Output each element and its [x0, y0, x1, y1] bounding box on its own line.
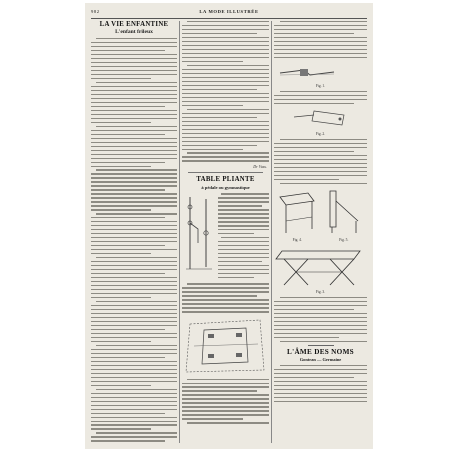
text-line [91, 317, 177, 318]
text-line [274, 163, 367, 164]
text-line [274, 57, 367, 58]
text-line [280, 183, 367, 184]
text-line [91, 417, 177, 418]
text-line [91, 90, 177, 91]
text-line [274, 305, 367, 306]
text-line [91, 193, 177, 194]
text-line [91, 70, 177, 71]
text-line [91, 436, 177, 437]
text-line [91, 58, 177, 59]
text-line [182, 402, 269, 403]
text-line [91, 297, 151, 298]
text-line [218, 225, 269, 226]
article-signature: Dr Vuss. [253, 164, 267, 170]
text-line [182, 390, 257, 391]
text-line [91, 173, 177, 174]
text-line [91, 401, 177, 402]
text-line [274, 389, 367, 390]
text-line [96, 38, 177, 39]
text-line [218, 277, 254, 278]
text-line [91, 181, 177, 182]
text-line [182, 295, 257, 296]
text-line [182, 69, 269, 70]
text-line [182, 85, 269, 86]
article-body-text [274, 91, 367, 104]
text-line [187, 152, 269, 153]
text-line [91, 413, 165, 414]
article-subtitle-table-pliante: à pédale ou gymnastique [201, 185, 250, 191]
text-line [274, 151, 354, 152]
text-line [182, 303, 269, 304]
text-line [182, 418, 243, 419]
text-line [182, 73, 269, 74]
figure-block-1 [182, 193, 269, 283]
text-line [218, 257, 269, 258]
text-line [96, 432, 177, 433]
text-line [274, 309, 354, 310]
text-line [218, 233, 254, 234]
text-line [274, 37, 367, 38]
article-body-text [274, 297, 367, 342]
text-line [91, 46, 177, 47]
text-line [91, 233, 177, 234]
text-line [182, 41, 269, 42]
text-line [274, 381, 367, 382]
text-line [91, 225, 177, 226]
text-line [280, 91, 367, 92]
text-line [91, 177, 177, 178]
text-line [96, 389, 177, 390]
text-line [274, 369, 367, 370]
column-separator [179, 21, 180, 443]
text-line [91, 405, 177, 406]
text-line [91, 349, 177, 350]
text-line [91, 365, 177, 366]
text-line [182, 160, 269, 161]
text-line [91, 321, 177, 322]
text-line [182, 156, 269, 157]
text-line [218, 205, 262, 206]
text-line [182, 29, 269, 30]
text-line [182, 311, 269, 312]
article-divider [308, 345, 334, 346]
text-line [182, 137, 269, 138]
text-line [221, 193, 269, 194]
folded-table-figure-image [274, 187, 367, 237]
text-line [91, 337, 177, 338]
text-line [91, 261, 177, 262]
text-line [182, 101, 269, 102]
text-line [91, 118, 177, 119]
text-line [96, 213, 177, 214]
text-line [91, 162, 165, 163]
text-line [91, 114, 177, 115]
text-line [91, 309, 177, 310]
text-line [91, 249, 177, 250]
article-body-text [91, 38, 177, 443]
text-line [91, 201, 177, 202]
text-line [218, 261, 262, 262]
text-line [218, 201, 269, 202]
article-title-table-pliante: TABLE PLIANTE [196, 176, 255, 184]
text-line [218, 229, 269, 230]
article-body-text [182, 283, 269, 312]
figure-caption: Fig. 1. [315, 84, 326, 89]
text-line [274, 103, 354, 104]
text-line [182, 93, 269, 94]
text-line [91, 293, 177, 294]
text-line [182, 406, 269, 407]
text-line [221, 237, 269, 238]
text-line [91, 94, 177, 95]
text-line [182, 394, 269, 395]
text-line [182, 383, 269, 384]
text-line [182, 414, 269, 415]
text-line [91, 421, 177, 422]
figure-block-2 [182, 316, 269, 376]
text-line [182, 307, 269, 308]
text-line [91, 98, 177, 99]
text-line [91, 325, 177, 326]
text-line [91, 130, 177, 131]
text-line [91, 166, 151, 167]
text-line [91, 428, 151, 429]
text-line [274, 167, 367, 168]
text-line [182, 141, 269, 142]
text-line [91, 269, 177, 270]
text-line [182, 113, 269, 114]
text-line [96, 345, 177, 346]
text-line [182, 37, 269, 38]
figure-block-table-open [274, 245, 367, 294]
text-line [274, 171, 367, 172]
text-line [91, 50, 165, 51]
header-rule [91, 18, 367, 19]
text-line [91, 289, 177, 290]
text-line [182, 89, 257, 90]
text-line [274, 41, 367, 42]
text-line [91, 209, 151, 210]
text-line [182, 61, 243, 62]
text-line [274, 49, 367, 50]
text-line [91, 142, 177, 143]
text-line [91, 377, 177, 378]
text-line [218, 265, 269, 266]
text-line [274, 45, 367, 46]
text-line [96, 169, 177, 170]
text-line [96, 257, 177, 258]
text-line [274, 179, 339, 180]
text-line [274, 155, 367, 156]
text-line [274, 147, 367, 148]
text-line [182, 149, 243, 150]
text-line [91, 241, 177, 242]
text-line [182, 398, 269, 399]
text-line [91, 385, 151, 386]
text-line [218, 269, 269, 270]
text-line [274, 33, 354, 34]
text-line [274, 317, 367, 318]
text-line [91, 189, 165, 190]
text-line [91, 237, 177, 238]
text-line [274, 337, 339, 338]
text-line [274, 325, 367, 326]
text-line [91, 281, 177, 282]
text-line [187, 422, 269, 423]
text-line [280, 341, 367, 342]
text-line [218, 213, 269, 214]
text-line [91, 373, 177, 374]
text-line [91, 102, 177, 103]
text-line [182, 145, 257, 146]
text-line [274, 385, 367, 386]
text-line [218, 249, 269, 250]
text-line [280, 139, 367, 140]
text-line [274, 313, 367, 314]
figure-block-hinge [274, 61, 367, 88]
text-line [182, 57, 269, 58]
publication-title: LA MODE ILLUSTRÉE [199, 9, 259, 14]
article-body-text [182, 379, 269, 424]
text-line [274, 53, 367, 54]
text-line [218, 253, 269, 254]
text-line [91, 197, 177, 198]
article-divider [188, 172, 263, 173]
text-line [274, 159, 367, 160]
figure-caption: Fig. 2. [315, 132, 326, 137]
text-line [91, 369, 177, 370]
text-line [280, 21, 367, 22]
text-line [91, 357, 165, 358]
text-line [274, 401, 367, 402]
text-line [182, 45, 269, 46]
text-line [182, 386, 269, 387]
figure-legs [182, 193, 216, 278]
text-line [91, 329, 165, 330]
table-top-figure-image [182, 316, 269, 376]
text-line [182, 291, 269, 292]
text-line [91, 158, 177, 159]
text-line [274, 95, 367, 96]
text-line [182, 117, 257, 118]
figure-captions-row [274, 237, 367, 242]
text-line [91, 150, 177, 151]
text-line [91, 333, 177, 334]
text-line [274, 397, 367, 398]
right-column [274, 21, 367, 443]
figure-block-folded-tables [274, 187, 367, 242]
article-body-text [274, 139, 367, 184]
text-line [91, 42, 177, 43]
text-line [91, 409, 177, 410]
text-line [91, 185, 177, 186]
text-line [91, 253, 151, 254]
article-body-text [274, 365, 367, 402]
wall-plate-figure-image [274, 107, 367, 131]
article-subtitle-ame-des-noms: Gontran — Germaine [299, 357, 342, 363]
text-line [218, 273, 269, 274]
text-line [274, 143, 367, 144]
text-line [96, 126, 177, 127]
text-line [274, 25, 367, 26]
hinge-figure-image [274, 61, 367, 83]
column-separator [271, 21, 272, 443]
text-line [91, 154, 177, 155]
text-line [91, 440, 165, 441]
page-header [91, 9, 367, 17]
text-line [91, 397, 177, 398]
text-line [274, 321, 367, 322]
text-line [182, 77, 269, 78]
text-line [182, 97, 269, 98]
article-subtitle-vie-enfantine: L'enfant frileux [115, 29, 153, 35]
text-line [187, 109, 269, 110]
text-line [280, 365, 367, 366]
figure-caption: Fig. 4. [292, 238, 302, 243]
text-line [182, 121, 269, 122]
text-line [182, 105, 243, 106]
text-line [91, 393, 177, 394]
text-line [96, 82, 177, 83]
text-line [91, 424, 177, 425]
article-body-text [274, 21, 367, 58]
table-leg-figure-image [182, 193, 216, 273]
text-line [182, 49, 269, 50]
article-body-text [218, 193, 269, 281]
text-line [274, 99, 367, 100]
text-line [187, 283, 269, 284]
text-line [182, 299, 269, 300]
text-line [218, 197, 269, 198]
text-line [274, 373, 367, 374]
text-line [274, 333, 367, 334]
text-line [91, 66, 177, 67]
text-line [274, 393, 367, 394]
text-line [187, 65, 269, 66]
text-line [182, 25, 269, 26]
text-line [91, 54, 177, 55]
text-line [187, 379, 269, 380]
text-line [91, 361, 177, 362]
text-line [91, 305, 177, 306]
text-line [182, 125, 269, 126]
text-line [274, 29, 367, 30]
text-line [182, 133, 269, 134]
text-line [91, 205, 177, 206]
text-line [91, 74, 177, 75]
text-line [91, 285, 177, 286]
figure-block-wall-plate [274, 107, 367, 136]
text-line [182, 129, 269, 130]
text-line [91, 122, 151, 123]
text-line [218, 241, 269, 242]
text-line [182, 81, 269, 82]
text-line [182, 53, 269, 54]
text-line [218, 221, 269, 222]
middle-column [182, 21, 269, 443]
text-line [274, 175, 367, 176]
text-line [91, 146, 177, 147]
text-line [218, 209, 269, 210]
text-line [91, 229, 177, 230]
article-title-vie-enfantine: LA VIE ENFANTINE [99, 21, 169, 28]
text-line [280, 297, 367, 298]
text-line [91, 134, 165, 135]
text-line [218, 245, 269, 246]
text-line [182, 287, 269, 288]
magazine-page [85, 3, 373, 449]
text-line [91, 110, 177, 111]
text-line [218, 217, 269, 218]
left-column [91, 21, 177, 443]
text-line [274, 329, 367, 330]
text-line [91, 273, 165, 274]
open-table-figure-image [274, 245, 367, 289]
text-line [91, 217, 165, 218]
text-line [91, 78, 151, 79]
text-line [91, 245, 165, 246]
text-line [91, 138, 177, 139]
text-line [91, 106, 165, 107]
figure-caption: Fig. 5. [339, 238, 349, 243]
text-line [91, 341, 151, 342]
text-line [182, 410, 269, 411]
article-body-text [182, 21, 269, 162]
text-line [91, 277, 177, 278]
text-line [96, 301, 177, 302]
text-line [91, 381, 177, 382]
article-title-ame-des-noms: L'ÂME DES NOMS [287, 348, 354, 357]
text-line [91, 313, 177, 314]
text-line [91, 86, 177, 87]
text-line [91, 221, 177, 222]
text-line [182, 33, 257, 34]
text-line [187, 21, 269, 22]
text-line [274, 377, 354, 378]
text-line [91, 62, 177, 63]
text-line [274, 301, 367, 302]
text-line [91, 353, 177, 354]
page-number: 982 [91, 9, 100, 14]
figure-caption: Fig. 3. [315, 290, 326, 295]
text-line [91, 265, 177, 266]
